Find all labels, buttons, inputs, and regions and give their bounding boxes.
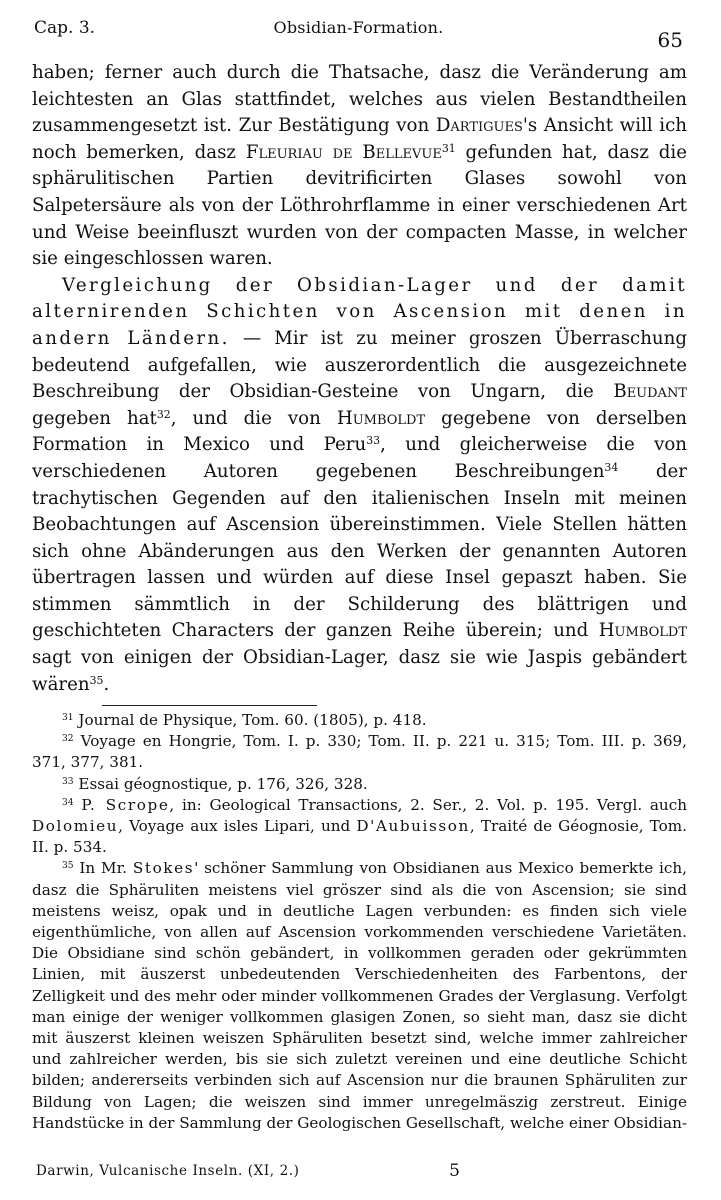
paragraph-2: Vergleichung der Obsidian-Lager und der damit alternirenden Schichten von Ascension mit denen in andern Ländern. — Mir ist zu meiner groszen Überraschung bedeutend aufgefallen, wie auszerordentlich die ausgezeichnete Beschreibung der Obsidian-Gesteine von Ungarn, die Beudant gegeben hat$^{32}$, und die von Humboldt gegebene von derselben Formation in Mexico und Peru$^{33}$, und gleicherweise die von verschiedenen Autoren gegebenen Beschreibungen$^{34}$ der trachytischen Gegenden auf den italienischen Inseln mit meinen Beobachtungen auf Ascension übereinstimmen. Viele Stellen hätten sich ohne Abänderungen aus den Werken der genannten Autoren übertragen lassen und würden auf diese Insel gepaszt haben. Sie stimmen sämmtlich in der Schilderung des blättrigen und geschichteten Characters der ganzen Reihe überein; und Humboldt sagt von einigen der Obsidian-Lager, dasz sie wie Jaspis gebändert wären$^{35}$.	[32, 274, 688, 695]
footnote-35: $^{35}$ In Mr. Stokes' schöner Sammlung von Obsidianen aus Mexico bemerkte ich, dasz die Sphäruliten meistens viel gröszer sind als die von Ascension; sie sind meistens weisz, opak und in deutliche Lagen verbunden: es finden sich viele eigenthümliche, von allen auf Ascension vorkommenden verschiedene Varietäten. Die Obsidiane sind schön gebändert, in vollkommen geraden oder gekrümmten Linien, mit äuszerst unbedeutenden Verschiedenheiten des Farbentons, der Zelligkeit und des mehr oder minder vollkommenen Grades der Verglasung. Verfolgt man einige der weniger vollkommen glasigen Zonen, so sieht man, dasz sie dicht mit äuszerst kleinen weiszen Sphäruliten besetzt sind, welche immer zahlreicher und zahlreicher werden, bis sie sich zuletzt vereinen und eine deutliche Schicht bilden; andererseits verbinden sich auf Ascension nur die braunen Sphäruliten zur Bildung von Lagen; die weiszen sind immer unregelmäszig zerstreut. Einige Handstücke in der Sammlung der Geologischen Gesellschaft, welche einer Obsidian-	[32, 859, 688, 1132]
author-name: Dartigues	[435, 115, 523, 137]
paragraph-1: haben; ferner auch durch die Thatsache, dasz die Veränderung am leichtesten an Glas stattfindet, welches aus vielen Bestandtheilen zusammengesetzt ist. Zur Bestätigung von Dartigues's Ansicht will ich noch bemerken, dasz Fleuriau de Bellevue$^{31}$ gefunden hat, dasz die sphärulitischen Partien devitrificirten Glases sowohl von Salpetersäure als von der Löthrohrflamme in einer verschiedenen Art und Weise beeinfluszt wurden von der compacten Masse, in welcher sie eingeschlossen waren.	[32, 62, 687, 270]
footnote-ref-35: 35	[89, 673, 104, 687]
footnote-ref-31: 31	[441, 141, 456, 155]
section-heading: Vergleichung der Obsidian-Lager und der damit alternirenden Schichten von Ascension mit denen in andern Ländern.	[32, 274, 687, 349]
page-number: 65	[657, 28, 683, 52]
author-name: Humboldt	[336, 407, 426, 429]
running-head	[34, 14, 683, 54]
printer-signature: Darwin, Vulcanische Inseln. (XI, 2.)	[36, 1163, 300, 1179]
footnote-34: $^{34}$ P. Scrope, in: Geological Transactions, 2. Ser., 2. Vol. p. 195. Vergl. auch Dolomieu, Voyage aux isles Lipari, und D'Aubuisson, Traité de Géognosie, Tom. II. p. 534.	[32, 795, 687, 857]
footnotes	[32, 710, 687, 1134]
author-name: Fleuriau de Bellevue	[245, 141, 442, 163]
author-name: Beudant	[613, 381, 687, 403]
footnote-ref-34: 34	[604, 460, 619, 474]
footnote-ref-33: 33	[366, 434, 381, 448]
footnote-33: $^{33}$ Essai géognostique, p. 176, 326, 328.	[62, 774, 368, 793]
author-name: Humboldt	[598, 620, 687, 642]
chapter-label: Cap. 3.	[34, 18, 96, 38]
main-text	[32, 60, 687, 698]
footnote-ref-32: 32	[156, 407, 171, 421]
running-title: Obsidian-Formation.	[273, 18, 444, 37]
page-footer	[32, 1163, 687, 1187]
footnote-31: $^{31}$ Journal de Physique, Tom. 60. (1805), p. 418.	[62, 711, 427, 729]
footnote-separator	[102, 705, 317, 706]
footnote-32: $^{32}$ Voyage en Hongrie, Tom. I. p. 330; Tom. II. p. 221 u. 315; Tom. III. p. 369, 371, 377, 381.	[32, 732, 687, 772]
sheet-number: 5	[449, 1161, 460, 1181]
